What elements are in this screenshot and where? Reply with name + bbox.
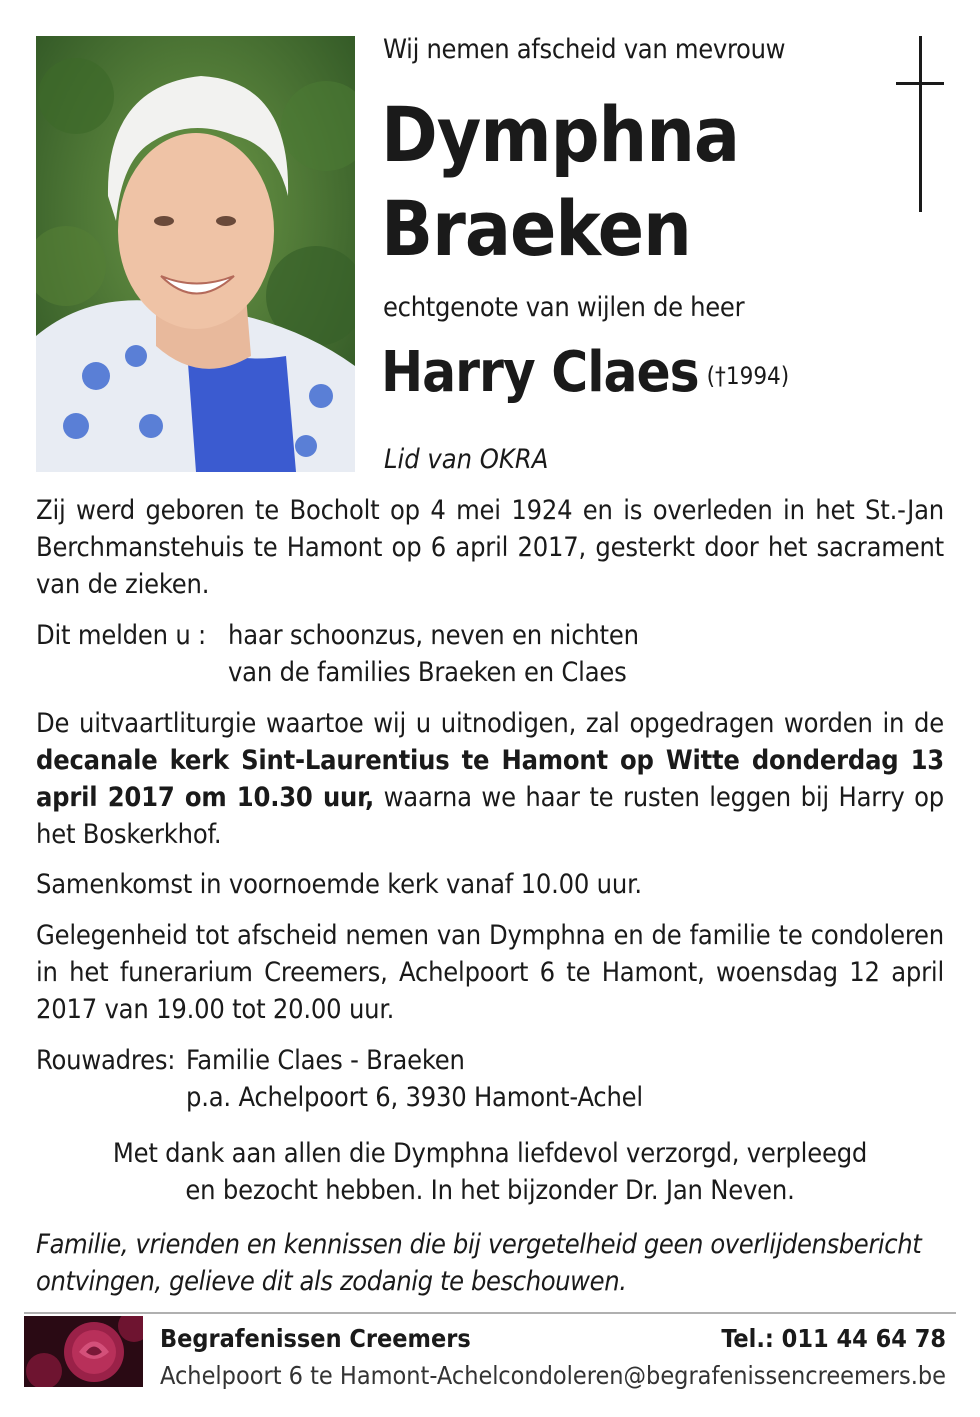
funeral-location-date: decanale kerk Sint-Laurentius te Hamont op Witte donderdag 13 april 2017 om 10.30 uur, [36, 745, 944, 813]
spouse-name-line [381, 340, 789, 405]
spouse-name: Harry Claes [381, 340, 699, 405]
funeral-home-address: Achelpoort 6 te Hamont-Achel [160, 1361, 499, 1390]
closing-line2: ontvingen, gelieve dit als zodanig te beschouwen. [36, 1266, 627, 1297]
funeral-home-phone: Tel.: 011 44 64 78 [721, 1324, 946, 1353]
closing-line1: Familie, vrienden en kennissen die bij vergetelheid geen overlijdensbericht [36, 1229, 922, 1260]
thanks-block [36, 1135, 944, 1209]
announcers-label: Dit melden u : [36, 620, 207, 651]
cross-icon [919, 36, 922, 212]
funeral-paragraph [36, 705, 944, 853]
mourning-address-label: Rouwadres: [36, 1045, 176, 1076]
funeral-text-1: De uitvaartliturgie waartoe wij u uitnodigen, zal opgedragen worden in de [36, 708, 944, 739]
announcers-block [36, 617, 944, 691]
funeral-home-name: Begrafenissen Creemers [160, 1324, 471, 1353]
rose-image [24, 1316, 143, 1387]
spouse-death-year: (†1994) [706, 361, 790, 390]
birth-paragraph: Zij werd geboren te Bocholt op 4 mei 1924 en is overleden in het St.-Jan Berchmanstehuis te Hamont op 6 april 2017, gesterkt door het sacrament van de zieken. [36, 495, 944, 600]
mourning-address-block [36, 1042, 944, 1116]
farewell-paragraph: Gelegenheid tot afscheid nemen van Dymphna en de familie te condoleren in het funerarium Creemers, Achelpoort 6 te Hamont, woensdag 12 april 2017 van 19.00 tot 20.00 uur. [36, 920, 944, 1025]
portrait-photo [36, 36, 355, 472]
cross-icon-bar [896, 82, 944, 85]
thanks-line2: en bezocht hebben. In het bijzonder Dr. Jan Neven. [185, 1175, 795, 1206]
deceased-name [381, 88, 739, 276]
intro-text: Wij nemen afscheid van mevrouw [383, 34, 786, 65]
mourning-address-line1: Familie Claes - Braeken [186, 1045, 465, 1076]
spouse-intro-text: echtgenote van wijlen de heer [383, 292, 745, 323]
closing-note [36, 1226, 946, 1300]
deceased-last-name: Braeken [381, 184, 691, 273]
thanks-line1: Met dank aan allen die Dymphna liefdevol verzorgd, verpleegd [112, 1138, 868, 1169]
funeral-text-2: waarna we haar te rusten leggen bij Harry op het Boskerkhof. [36, 782, 944, 850]
announcers-line1: haar schoonzus, neven en nichten [228, 620, 639, 651]
mourning-address-line2: p.a. Achelpoort 6, 3930 Hamont-Achel [186, 1082, 643, 1113]
deceased-first-name: Dymphna [381, 90, 740, 179]
footer-divider [24, 1312, 956, 1314]
meeting-text: Samenkomst in voornoemde kerk vanaf 10.00 uur. [36, 869, 642, 900]
membership-text: Lid van OKRA [384, 444, 549, 475]
announcers-line2: van de families Braeken en Claes [228, 657, 627, 688]
funeral-home-email[interactable]: condoleren@begrafenissencreemers.be [498, 1361, 946, 1390]
